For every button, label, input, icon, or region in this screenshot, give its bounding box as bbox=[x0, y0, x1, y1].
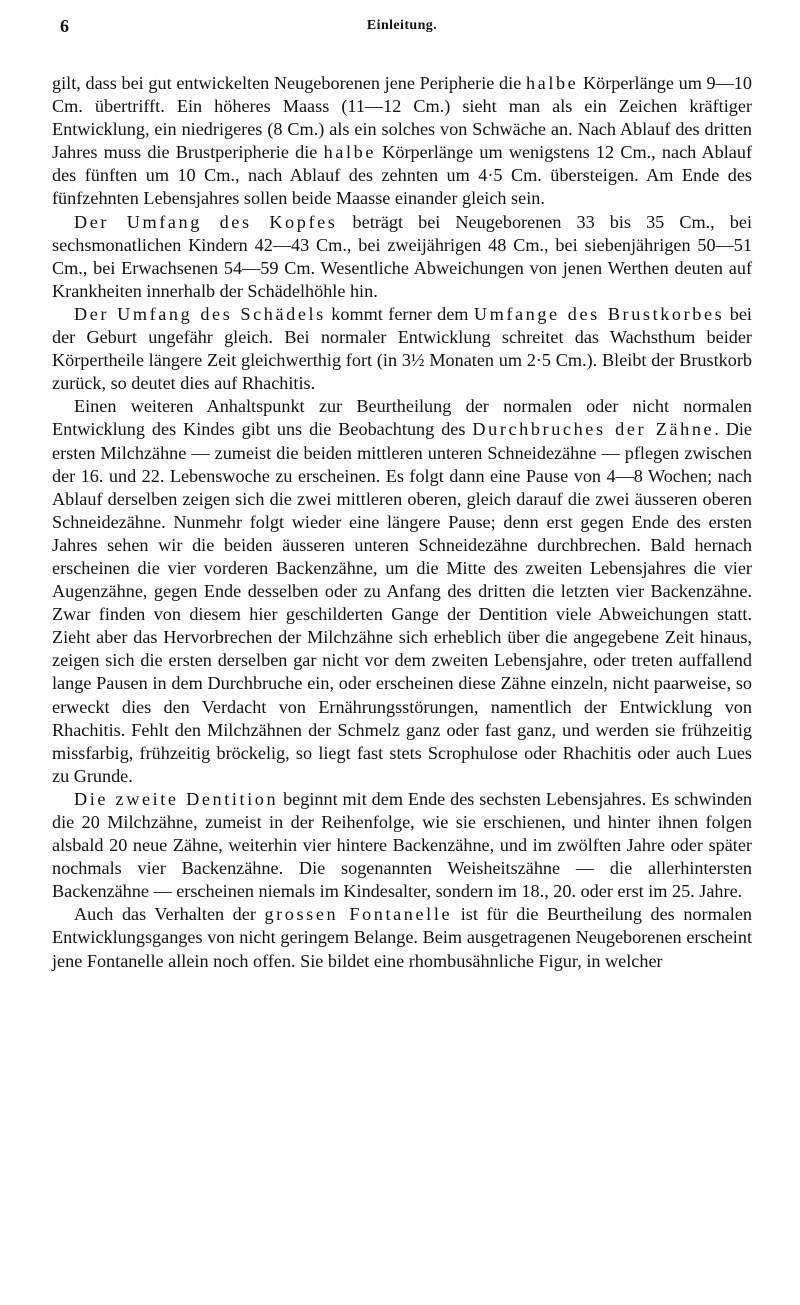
emphasized-term: Durchbruches der Zähne bbox=[472, 419, 715, 440]
text-run: beträgt bei Neugeborenen 33 bis 35 Cm., bei sechsmonatlichen Kindern 42—43 Cm., bei zweijährigen 48 Cm., bei siebenjährigen 50—51 Cm., bei Erwachsenen 54—59 Cm. Wesentliche Abweichungen von jenen Werthen deuten auf Krankheiten innerhalb der Schädelhöhle hin. bbox=[52, 211, 753, 301]
emphasized-term: grossen Fontanelle bbox=[264, 904, 453, 925]
paragraph-fontanelle bbox=[52, 903, 752, 972]
text-run: ist für die Beurtheilung des normalen Entwicklungsganges von nicht geringem Belange. Beim ausgetragenen Neugeborenen erscheint jene Fontanelle allein noch offen. Sie bildet eine rhombusähnliche Figur, in welcher bbox=[52, 904, 753, 971]
body-text bbox=[52, 72, 752, 973]
text-run: beginnt mit dem Ende des sechsten Lebensjahres. Es schwinden die 20 Milchzähne, zumeist in der Reihenfolge, wie sie erschienen, und hinter ihnen folgen alsbald 20 neue Zähne, weiterhin vier hintere Backenzähne, und im zwölften Jahre oder später nochmals vier Backenzähne. Die sogenannten Weisheitszähne — die allerhintersten Backenzähne — erscheinen niemals im Kindesalter, sondern im 18., 20. oder erst im 25. Jahre. bbox=[52, 788, 752, 902]
emphasized-term: halbe bbox=[525, 73, 579, 93]
emphasized-term: Der Umfang des Kopfes bbox=[74, 211, 338, 232]
emphasized-term: Die zweite Dentition bbox=[74, 788, 279, 809]
text-run: Auch das Verhalten der bbox=[74, 904, 265, 925]
emphasized-term: Umfange des Brustkorbes bbox=[473, 303, 725, 324]
emphasized-term: halbe bbox=[323, 142, 376, 163]
text-run: bei der Geburt ungefähr gleich. Bei normaler Entwicklung schreitet das Wachsthum beider Körpertheile längere Zeit gleichwerthig fort (in 3½ Monaten um 2·5 Cm.). Bleibt der Brustkorb zurück, so deutet dies auf Rhachitis. bbox=[52, 303, 752, 394]
paragraph-chest-circumference bbox=[52, 72, 752, 211]
text-run: gilt, dass bei gut entwickelten Neugeborenen jene Peripherie die bbox=[52, 73, 526, 93]
paragraph-skull-circumference bbox=[52, 303, 752, 395]
text-run: Körperlänge um wenigstens 12 Cm., nach Ablauf des fünften um 10 Cm., nach Ablauf des zehnten um 4·5 Cm. übersteigen. Am Ende des fünfzehnten Lebensjahres sollen beide Maasse einander gleich sein. bbox=[52, 142, 752, 209]
text-run: kommt ferner dem bbox=[325, 303, 474, 324]
paragraph-head-circumference bbox=[52, 211, 752, 303]
running-head bbox=[52, 14, 752, 42]
emphasized-term: Der Umfang des Schädels bbox=[74, 303, 326, 324]
page-number: 6 bbox=[60, 16, 69, 36]
paragraph-second-dentition bbox=[52, 788, 752, 903]
text-run: . Die ersten Milchzähne — zumeist die beiden mittleren unteren Schneidezähne — pflegen zwischen der 16. und 22. Lebenswoche zu erscheinen. Es folgt dann eine Pause von 4—8 Wochen; nach Ablauf derselben zeigen sich die zwei mittleren oberen, gleich darauf die zwei äusseren oberen Schneidezähne. Nunmehr folgt wieder eine längere Pause; denn erst gegen Ende des ersten Jahres sehen wir die beiden äusseren unteren Schneidezähne durchbrechen. Bald hernach erscheinen die vier vorderen Backenzähne, um die Mitte des zweiten Lebensjahres die vier Augenzähne, gegen Ende desselben oder zu Anfang des dritten die letzten vier Backenzähne. Zwar finden von diesem hier geschilderten Gange der Dentition viele Abweichungen statt. Zieht aber das Hervorbrechen der Milchzähne sich erheblich über die angegebene Zeit hinaus, zeigen sich die ersten derselben gar nicht vor dem zweiten Lebensjahre, oder treten auffallend lange Pausen in dem Durchbruche ein, oder erscheinen diese Zähne einzeln, nicht paarweise, so erweckt dies den Verdacht von Ernährungsstörungen, namentlich der Entwicklung von Rhachitis. Fehlt den Milchzähnen der Schmelz ganz oder fast ganz, und werden sie frühzeitig missfarbig, frühzeitig bröckelig, so liegt fast stets Scrophulose oder Rhachitis oder auch Lues zu Grunde. bbox=[52, 419, 752, 786]
paragraph-first-dentition bbox=[52, 395, 752, 788]
text-run: Körperlänge um 9—10 Cm. übertrifft. Ein höheres Maass (11—12 Cm.) sieht man als ein Zeichen kräftiger Entwicklung, ein niedrigeres (8 Cm.) als ein solches von Schwäche an. Nach Ablauf des dritten Jahres muss die Brustperipherie die bbox=[52, 73, 752, 163]
running-title: Einleitung. bbox=[366, 18, 438, 33]
text-run: Einen weiteren Anhaltspunkt zur Beurtheilung der normalen oder nicht normalen Entwicklung des Kindes gibt uns die Beobachtung des bbox=[52, 396, 752, 440]
